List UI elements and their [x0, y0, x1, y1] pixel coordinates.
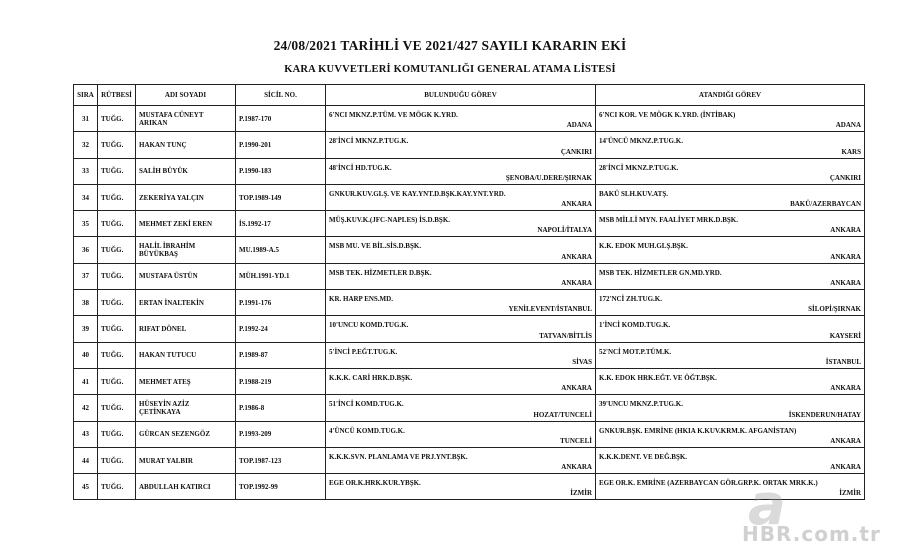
cell-sira: 39 — [74, 316, 98, 342]
bulundugu-location: TATVAN/BİTLİS — [539, 331, 592, 340]
cell-sicil-no: P.1991-176 — [236, 290, 326, 316]
cell-atandigi-gorev — [596, 132, 865, 158]
cell-bulundugu-gorev — [326, 447, 596, 473]
bulundugu-location: ANKARA — [561, 279, 592, 288]
cell-sira: 32 — [74, 132, 98, 158]
document-title: 24/08/2021 TARİHLİ VE 2021/427 SAYILI KARARIN EKİ — [273, 38, 627, 53]
cell-rutbe: TUĞG. — [98, 290, 136, 316]
bulundugu-duty-text: 10'UNCU KOMD.TUG.K. — [329, 321, 409, 330]
bulundugu-location: ÇANKIRI — [560, 147, 592, 156]
cell-atandigi-gorev — [596, 237, 865, 263]
atandigi-duty-text: 14'ÜNCÜ MKNZ.P.TUG.K. — [599, 137, 683, 146]
cell-adi-soyadi: RIFAT DÖNEL — [136, 316, 236, 342]
cell-sicil-no: TOP.1989-149 — [236, 184, 326, 210]
col-sicil-header: SİCİL NO. — [236, 85, 326, 106]
cell-sicil-no: P.1990-183 — [236, 158, 326, 184]
table-body — [74, 106, 865, 500]
cell-sira: 42 — [74, 395, 98, 421]
cell-sira: 36 — [74, 237, 98, 263]
atandigi-location: BAKÜ/AZERBAYCAN — [790, 200, 861, 209]
bulundugu-location: ANKARA — [561, 463, 592, 472]
cell-atandigi-gorev — [596, 474, 865, 500]
cell-atandigi-gorev — [596, 158, 865, 184]
atandigi-duty-text: EGE OR.K. EMRİNE (AZERBAYCAN GÖR.GRP.K. ORTAK MRK.K.) — [599, 479, 818, 488]
cell-bulundugu-gorev — [326, 342, 596, 368]
cell-adi-soyadi: ZEKERİYA YALÇIN — [136, 184, 236, 210]
bulundugu-duty-text: EGE OR.K.HRK.KUR.YBŞK. — [329, 479, 421, 488]
watermark-letter: a — [748, 473, 786, 538]
atandigi-duty-text: 1'İNCİ KOMD.TUG.K. — [599, 321, 671, 330]
cell-atandigi-gorev — [596, 421, 865, 447]
cell-adi-soyadi: MEHMET ATEŞ — [136, 368, 236, 394]
table-row — [74, 421, 865, 447]
cell-adi-soyadi: ERTAN İNALTEKİN — [136, 290, 236, 316]
col-rutbe-header: RÜTBESİ — [98, 85, 136, 106]
atandigi-location: ANKARA — [830, 384, 861, 393]
cell-adi-soyadi: MUSTAFA ÜSTÜN — [136, 263, 236, 289]
cell-bulundugu-gorev — [326, 211, 596, 237]
atandigi-duty-text: MSB MİLLİ MYN. FAALİYET MRK.D.BŞK. — [599, 216, 738, 225]
bulundugu-duty-text: 51'İNCİ KOMD.TUG.K. — [329, 400, 404, 409]
bulundugu-location: HOZAT/TUNCELİ — [533, 410, 592, 419]
table-row — [74, 342, 865, 368]
table-row — [74, 290, 865, 316]
cell-bulundugu-gorev — [326, 368, 596, 394]
cell-adi-soyadi: SALİH BÜYÜK — [136, 158, 236, 184]
bulundugu-duty-text: K.K.K. CARİ HRK.D.BŞK. — [329, 373, 413, 382]
atandigi-duty-text: 28'İNCİ MKNZ.P.TUG.K. — [599, 163, 679, 172]
atandigi-location: ANKARA — [830, 436, 861, 445]
bulundugu-location: SİVAS — [572, 357, 592, 366]
cell-sira: 31 — [74, 106, 98, 132]
atandigi-duty-text: K.K. EDOK HRK.EĞT. VE ÖĞT.BŞK. — [599, 373, 717, 382]
bulundugu-duty-text: MSB TEK. HİZMETLER D.BŞK. — [329, 268, 432, 277]
cell-bulundugu-gorev — [326, 106, 596, 132]
table-row — [74, 184, 865, 210]
cell-bulundugu-gorev — [326, 290, 596, 316]
table-row — [74, 158, 865, 184]
cell-rutbe: TUĞG. — [98, 474, 136, 500]
atandigi-location: KARS — [841, 147, 861, 156]
cell-sira: 45 — [74, 474, 98, 500]
bulundugu-duty-text: KR. HARP ENS.MD. — [329, 295, 393, 304]
atandigi-duty-text: 172'NCİ ZH.TUG.K. — [599, 295, 663, 304]
header-row — [74, 85, 865, 106]
cell-sira: 33 — [74, 158, 98, 184]
bulundugu-duty-text: K.K.K.SVN. PLANLAMA VE PRJ.YNT.BŞK. — [329, 452, 468, 461]
col-atandigi-header: ATANDIĞI GÖREV — [596, 85, 865, 106]
atandigi-location: KAYSERİ — [829, 331, 861, 340]
cell-rutbe: TUĞG. — [98, 447, 136, 473]
cell-bulundugu-gorev — [326, 132, 596, 158]
cell-sicil-no: P.1986-8 — [236, 395, 326, 421]
atandigi-location: ANKARA — [830, 226, 861, 235]
atandigi-duty-text: MSB TEK. HİZMETLER GN.MD.YRD. — [599, 268, 722, 277]
cell-bulundugu-gorev — [326, 474, 596, 500]
bulundugu-duty-text: 4'ÜNCÜ KOMD.TUG.K. — [329, 426, 405, 435]
cell-sicil-no: P.1987-170 — [236, 106, 326, 132]
cell-sicil-no: MU.1989-A.5 — [236, 237, 326, 263]
cell-atandigi-gorev — [596, 211, 865, 237]
cell-rutbe: TUĞG. — [98, 316, 136, 342]
table-row — [74, 368, 865, 394]
cell-sicil-no: P.1990-201 — [236, 132, 326, 158]
cell-rutbe: TUĞG. — [98, 158, 136, 184]
cell-sira: 35 — [74, 211, 98, 237]
table-header — [74, 85, 865, 106]
cell-sira: 44 — [74, 447, 98, 473]
bulundugu-location: YENİLEVENT/İSTANBUL — [508, 305, 592, 314]
cell-rutbe: TUĞG. — [98, 106, 136, 132]
cell-adi-soyadi: ABDULLAH KATIRCI — [136, 474, 236, 500]
cell-sicil-no: P.1992-24 — [236, 316, 326, 342]
col-bulundugu-header: BULUNDUĞU GÖREV — [326, 85, 596, 106]
bulundugu-location: İZMİR — [570, 489, 592, 498]
cell-rutbe: TUĞG. — [98, 263, 136, 289]
document-subtitle: KARA KUVVETLERİ KOMUTANLIĞI GENERAL ATAMA LİSTESİ — [284, 64, 616, 75]
atandigi-location: ANKARA — [830, 279, 861, 288]
cell-sicil-no: TOP.1992-99 — [236, 474, 326, 500]
cell-bulundugu-gorev — [326, 395, 596, 421]
atandigi-duty-text: BAKÜ SLH.KUV.ATŞ. — [599, 189, 668, 198]
cell-adi-soyadi: HAKAN TUTUCU — [136, 342, 236, 368]
atandigi-location: İSKENDERUN/HATAY — [788, 410, 861, 419]
table-row — [74, 395, 865, 421]
cell-sicil-no: TOP.1987-123 — [236, 447, 326, 473]
table-row — [74, 106, 865, 132]
bulundugu-duty-text: 6'NCI MKNZ.P.TÜM. VE MÖGK K.YRD. — [329, 111, 458, 119]
col-adi-header: ADI SOYADI — [136, 85, 236, 106]
bulundugu-location: NAPOLİ/İTALYA — [537, 226, 592, 235]
atandigi-duty-text: 6'NCI KOR. VE MÖGK K.YRD. (İNTİBAK) — [599, 111, 736, 119]
table-row — [74, 474, 865, 500]
cell-sicil-no: P.1989-87 — [236, 342, 326, 368]
cell-rutbe: TUĞG. — [98, 342, 136, 368]
bulundugu-duty-text: MÜŞ.KUV.K.(JFC-NAPLES) İS.D.BŞK. — [329, 216, 451, 225]
table-row — [74, 447, 865, 473]
cell-adi-soyadi: HAKAN TUNÇ — [136, 132, 236, 158]
atandigi-location: ANKARA — [830, 463, 861, 472]
cell-adi-soyadi: HALİL İBRAHİM BÜYÜKBAŞ — [136, 237, 236, 263]
bulundugu-location: ANKARA — [561, 384, 592, 393]
cell-rutbe: TUĞG. — [98, 421, 136, 447]
cell-sira: 40 — [74, 342, 98, 368]
cell-rutbe: TUĞG. — [98, 184, 136, 210]
atandigi-location: ÇANKIRI — [829, 173, 861, 182]
bulundugu-duty-text: 5'İNCİ P.EĞT.TUG.K. — [329, 347, 398, 356]
cell-adi-soyadi: GÜRCAN SEZENGÖZ — [136, 421, 236, 447]
cell-adi-soyadi: MURAT YALBIR — [136, 447, 236, 473]
cell-sira: 38 — [74, 290, 98, 316]
col-sira-header: SIRA — [74, 85, 98, 106]
cell-bulundugu-gorev — [326, 263, 596, 289]
atandigi-location: ANKARA — [830, 252, 861, 261]
cell-atandigi-gorev — [596, 106, 865, 132]
cell-sira: 37 — [74, 263, 98, 289]
cell-sicil-no: MÜH.1991-YD.1 — [236, 263, 326, 289]
cell-bulundugu-gorev — [326, 184, 596, 210]
cell-sicil-no: İS.1992-17 — [236, 211, 326, 237]
table-row — [74, 211, 865, 237]
atandigi-duty-text: K.K. EDOK MUH.GLŞ.BŞK. — [599, 242, 688, 251]
table-row — [74, 263, 865, 289]
appointment-table — [73, 84, 865, 500]
bulundugu-duty-text: 48'İNCİ HD.TUG.K. — [329, 163, 392, 172]
atandigi-duty-text: K.K.K.DENT. VE DEĞ.BŞK. — [599, 452, 688, 461]
cell-atandigi-gorev — [596, 263, 865, 289]
cell-rutbe: TUĞG. — [98, 132, 136, 158]
bulundugu-duty-text: 28'İNCİ MKNZ.P.TUG.K. — [329, 137, 409, 146]
cell-sira: 43 — [74, 421, 98, 447]
table-row — [74, 237, 865, 263]
atandigi-location: İZMİR — [839, 489, 861, 498]
watermark-text: HBR.com.tr — [742, 522, 881, 546]
bulundugu-location: TUNCELİ — [560, 436, 592, 445]
cell-atandigi-gorev — [596, 316, 865, 342]
table-row — [74, 132, 865, 158]
cell-bulundugu-gorev — [326, 421, 596, 447]
cell-sira: 41 — [74, 368, 98, 394]
cell-sicil-no: P.1993-209 — [236, 421, 326, 447]
cell-atandigi-gorev — [596, 447, 865, 473]
cell-atandigi-gorev — [596, 368, 865, 394]
cell-rutbe: TUĞG. — [98, 237, 136, 263]
cell-adi-soyadi: MUSTAFA CÜNEYT ARIKAN — [136, 106, 236, 132]
cell-rutbe: TUĞG. — [98, 211, 136, 237]
bulundugu-location: ANKARA — [561, 200, 592, 209]
cell-sira: 34 — [74, 184, 98, 210]
bulundugu-duty-text: MSB MU. VE BİL.SİS.D.BŞK. — [329, 242, 422, 251]
atandigi-duty-text: 52'NCİ MOT.P.TÜM.K. — [599, 347, 672, 356]
cell-atandigi-gorev — [596, 342, 865, 368]
atandigi-location: ADANA — [835, 121, 861, 130]
bulundugu-location: ŞENOBA/U.DERE/ŞIRNAK — [505, 173, 592, 182]
atandigi-duty-text: 39'UNCU MKNZ.P.TUG.K. — [599, 400, 683, 409]
cell-atandigi-gorev — [596, 290, 865, 316]
atandigi-duty-text: GNKUR.BŞK. EMRİNE (HKIA K.KUV.KRM.K. AFGANİSTAN) — [599, 426, 797, 435]
table-row — [74, 316, 865, 342]
atandigi-location: SİLOPİ/ŞIRNAK — [808, 305, 861, 314]
cell-atandigi-gorev — [596, 395, 865, 421]
cell-atandigi-gorev — [596, 184, 865, 210]
cell-bulundugu-gorev — [326, 237, 596, 263]
atandigi-location: İSTANBUL — [825, 357, 861, 366]
cell-bulundugu-gorev — [326, 158, 596, 184]
cell-rutbe: TUĞG. — [98, 368, 136, 394]
cell-rutbe: TUĞG. — [98, 395, 136, 421]
bulundugu-location: ANKARA — [561, 252, 592, 261]
cell-adi-soyadi: MEHMET ZEKİ EREN — [136, 211, 236, 237]
cell-sicil-no: P.1988-219 — [236, 368, 326, 394]
cell-adi-soyadi: HÜSEYİN AZİZ ÇETİNKAYA — [136, 395, 236, 421]
bulundugu-location: ADANA — [566, 121, 592, 130]
cell-bulundugu-gorev — [326, 316, 596, 342]
bulundugu-duty-text: GNKUR.KUV.GLŞ. VE KAY.YNT.D.BŞK.KAY.YNT.YRD. — [329, 189, 506, 198]
